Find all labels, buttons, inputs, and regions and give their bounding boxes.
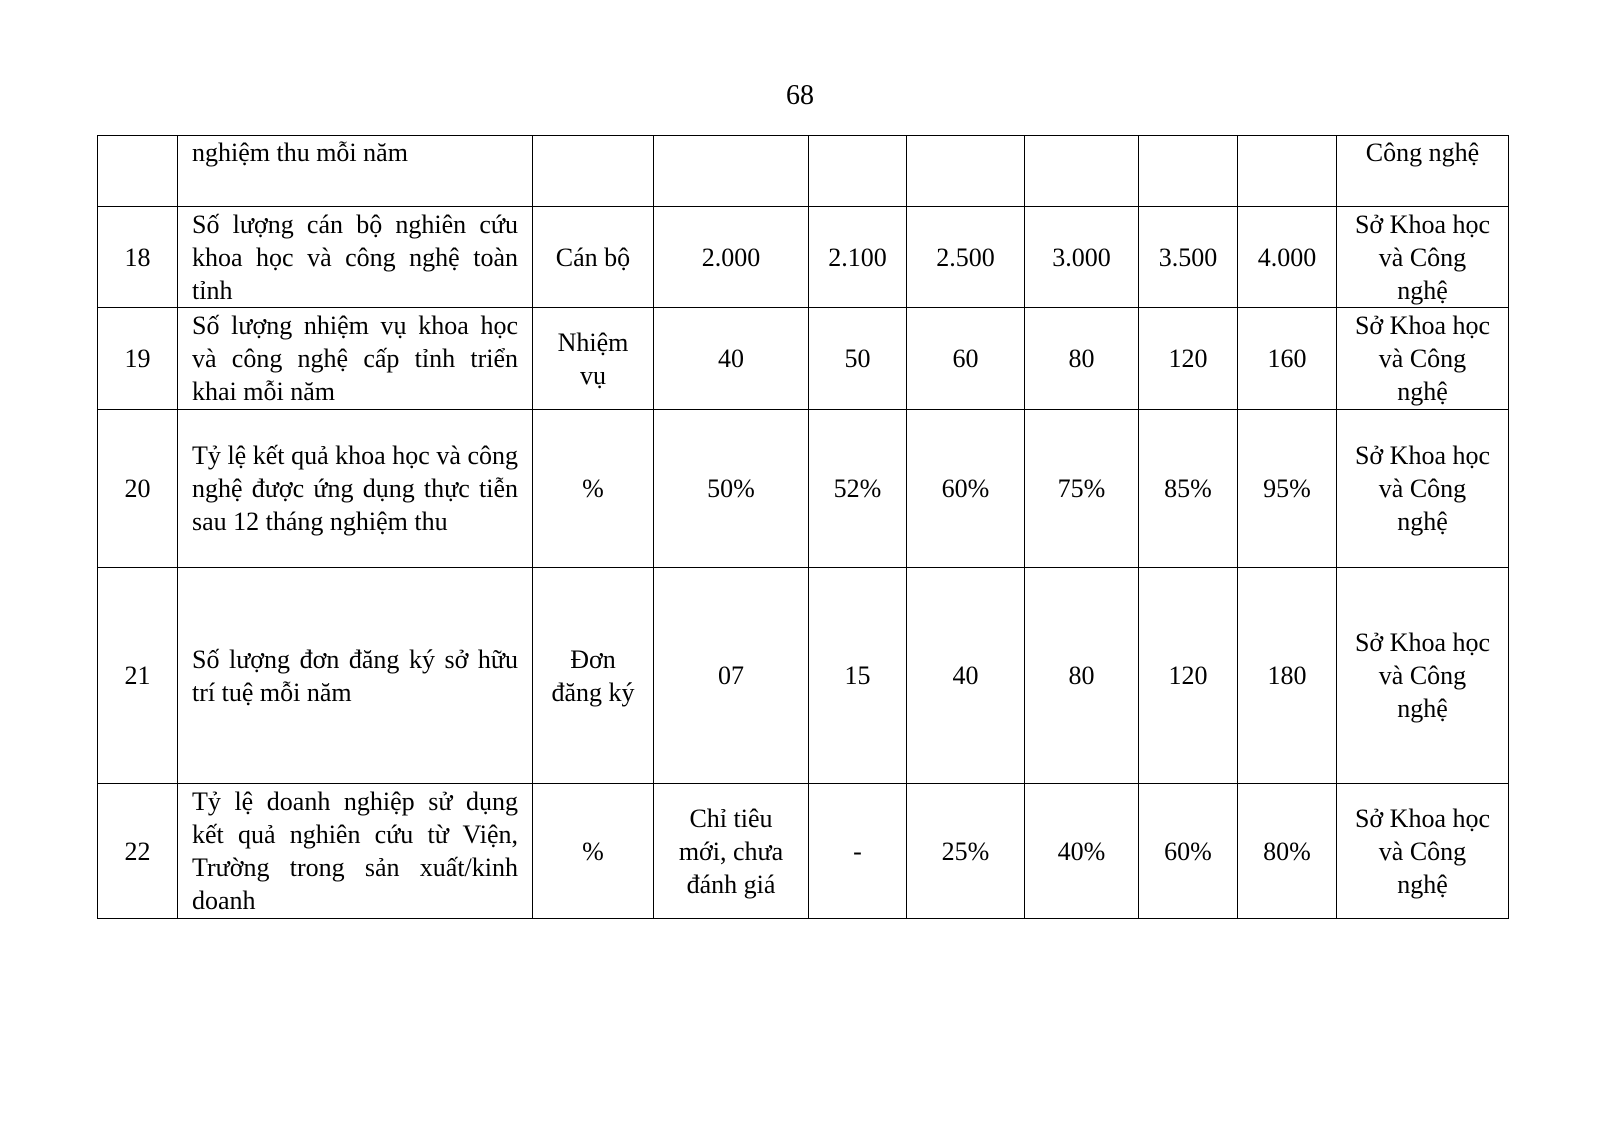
value-cell <box>809 136 907 207</box>
value-cell <box>1139 136 1238 207</box>
unit-cell: % <box>533 410 654 568</box>
table-row <box>98 207 1509 308</box>
agency-cell: Sở Khoa học và Công nghệ <box>1337 410 1509 568</box>
value-cell: 3.000 <box>1025 207 1139 308</box>
row-number-cell: 18 <box>98 207 178 308</box>
row-number-cell: 19 <box>98 308 178 410</box>
value-cell: 40% <box>1025 784 1139 919</box>
value-cell: 50 <box>809 308 907 410</box>
table-row <box>98 410 1509 568</box>
value-cell: 95% <box>1238 410 1337 568</box>
row-number-cell: 20 <box>98 410 178 568</box>
agency-cell: Sở Khoa học và Công nghệ <box>1337 308 1509 410</box>
page-number: 68 <box>786 80 814 111</box>
description-cell: Số lượng cán bộ nghiên cứu khoa học và công nghệ toàn tỉnh <box>178 207 533 308</box>
value-cell: 40 <box>907 568 1025 784</box>
value-cell: 120 <box>1139 568 1238 784</box>
value-cell: Chỉ tiêu mới, chưa đánh giá <box>654 784 809 919</box>
agency-cell: Sở Khoa học và Công nghệ <box>1337 784 1509 919</box>
value-cell: 75% <box>1025 410 1139 568</box>
value-cell: 2.100 <box>809 207 907 308</box>
table-row <box>98 308 1509 410</box>
unit-cell <box>533 136 654 207</box>
description-cell: nghiệm thu mỗi năm <box>178 136 533 207</box>
value-cell: 60% <box>1139 784 1238 919</box>
unit-cell: Đơn đăng ký <box>533 568 654 784</box>
value-cell <box>654 136 809 207</box>
table-row <box>98 136 1509 207</box>
value-cell: 40 <box>654 308 809 410</box>
value-cell: - <box>809 784 907 919</box>
unit-cell: % <box>533 784 654 919</box>
value-cell: 80 <box>1025 308 1139 410</box>
table-row <box>98 784 1509 919</box>
value-cell: 2.000 <box>654 207 809 308</box>
value-cell: 4.000 <box>1238 207 1337 308</box>
description-cell: Số lượng đơn đăng ký sở hữu trí tuệ mỗi năm <box>178 568 533 784</box>
value-cell: 80% <box>1238 784 1337 919</box>
row-number-cell <box>98 136 178 207</box>
agency-cell: Sở Khoa học và Công nghệ <box>1337 568 1509 784</box>
value-cell: 15 <box>809 568 907 784</box>
unit-cell: Cán bộ <box>533 207 654 308</box>
description-cell: Số lượng nhiệm vụ khoa học và công nghệ cấp tỉnh triển khai mỗi năm <box>178 308 533 410</box>
agency-cell: Công nghệ <box>1337 136 1509 207</box>
value-cell: 160 <box>1238 308 1337 410</box>
value-cell: 80 <box>1025 568 1139 784</box>
value-cell: 2.500 <box>907 207 1025 308</box>
value-cell: 25% <box>907 784 1025 919</box>
description-cell: Tỷ lệ doanh nghiệp sử dụng kết quả nghiên cứu từ Viện, Trường trong sản xuất/kinh doanh <box>178 784 533 919</box>
value-cell <box>1238 136 1337 207</box>
value-cell: 50% <box>654 410 809 568</box>
value-cell <box>907 136 1025 207</box>
value-cell: 85% <box>1139 410 1238 568</box>
value-cell: 120 <box>1139 308 1238 410</box>
description-cell: Tỷ lệ kết quả khoa học và công nghệ được ứng dụng thực tiễn sau 12 tháng nghiệm thu <box>178 410 533 568</box>
value-cell: 3.500 <box>1139 207 1238 308</box>
table-row <box>98 568 1509 784</box>
unit-cell: Nhiệm vụ <box>533 308 654 410</box>
value-cell: 07 <box>654 568 809 784</box>
value-cell: 52% <box>809 410 907 568</box>
value-cell <box>1025 136 1139 207</box>
agency-cell: Sở Khoa học và Công nghệ <box>1337 207 1509 308</box>
value-cell: 60% <box>907 410 1025 568</box>
value-cell: 60 <box>907 308 1025 410</box>
row-number-cell: 22 <box>98 784 178 919</box>
value-cell: 180 <box>1238 568 1337 784</box>
indicator-table <box>97 135 1509 919</box>
row-number-cell: 21 <box>98 568 178 784</box>
